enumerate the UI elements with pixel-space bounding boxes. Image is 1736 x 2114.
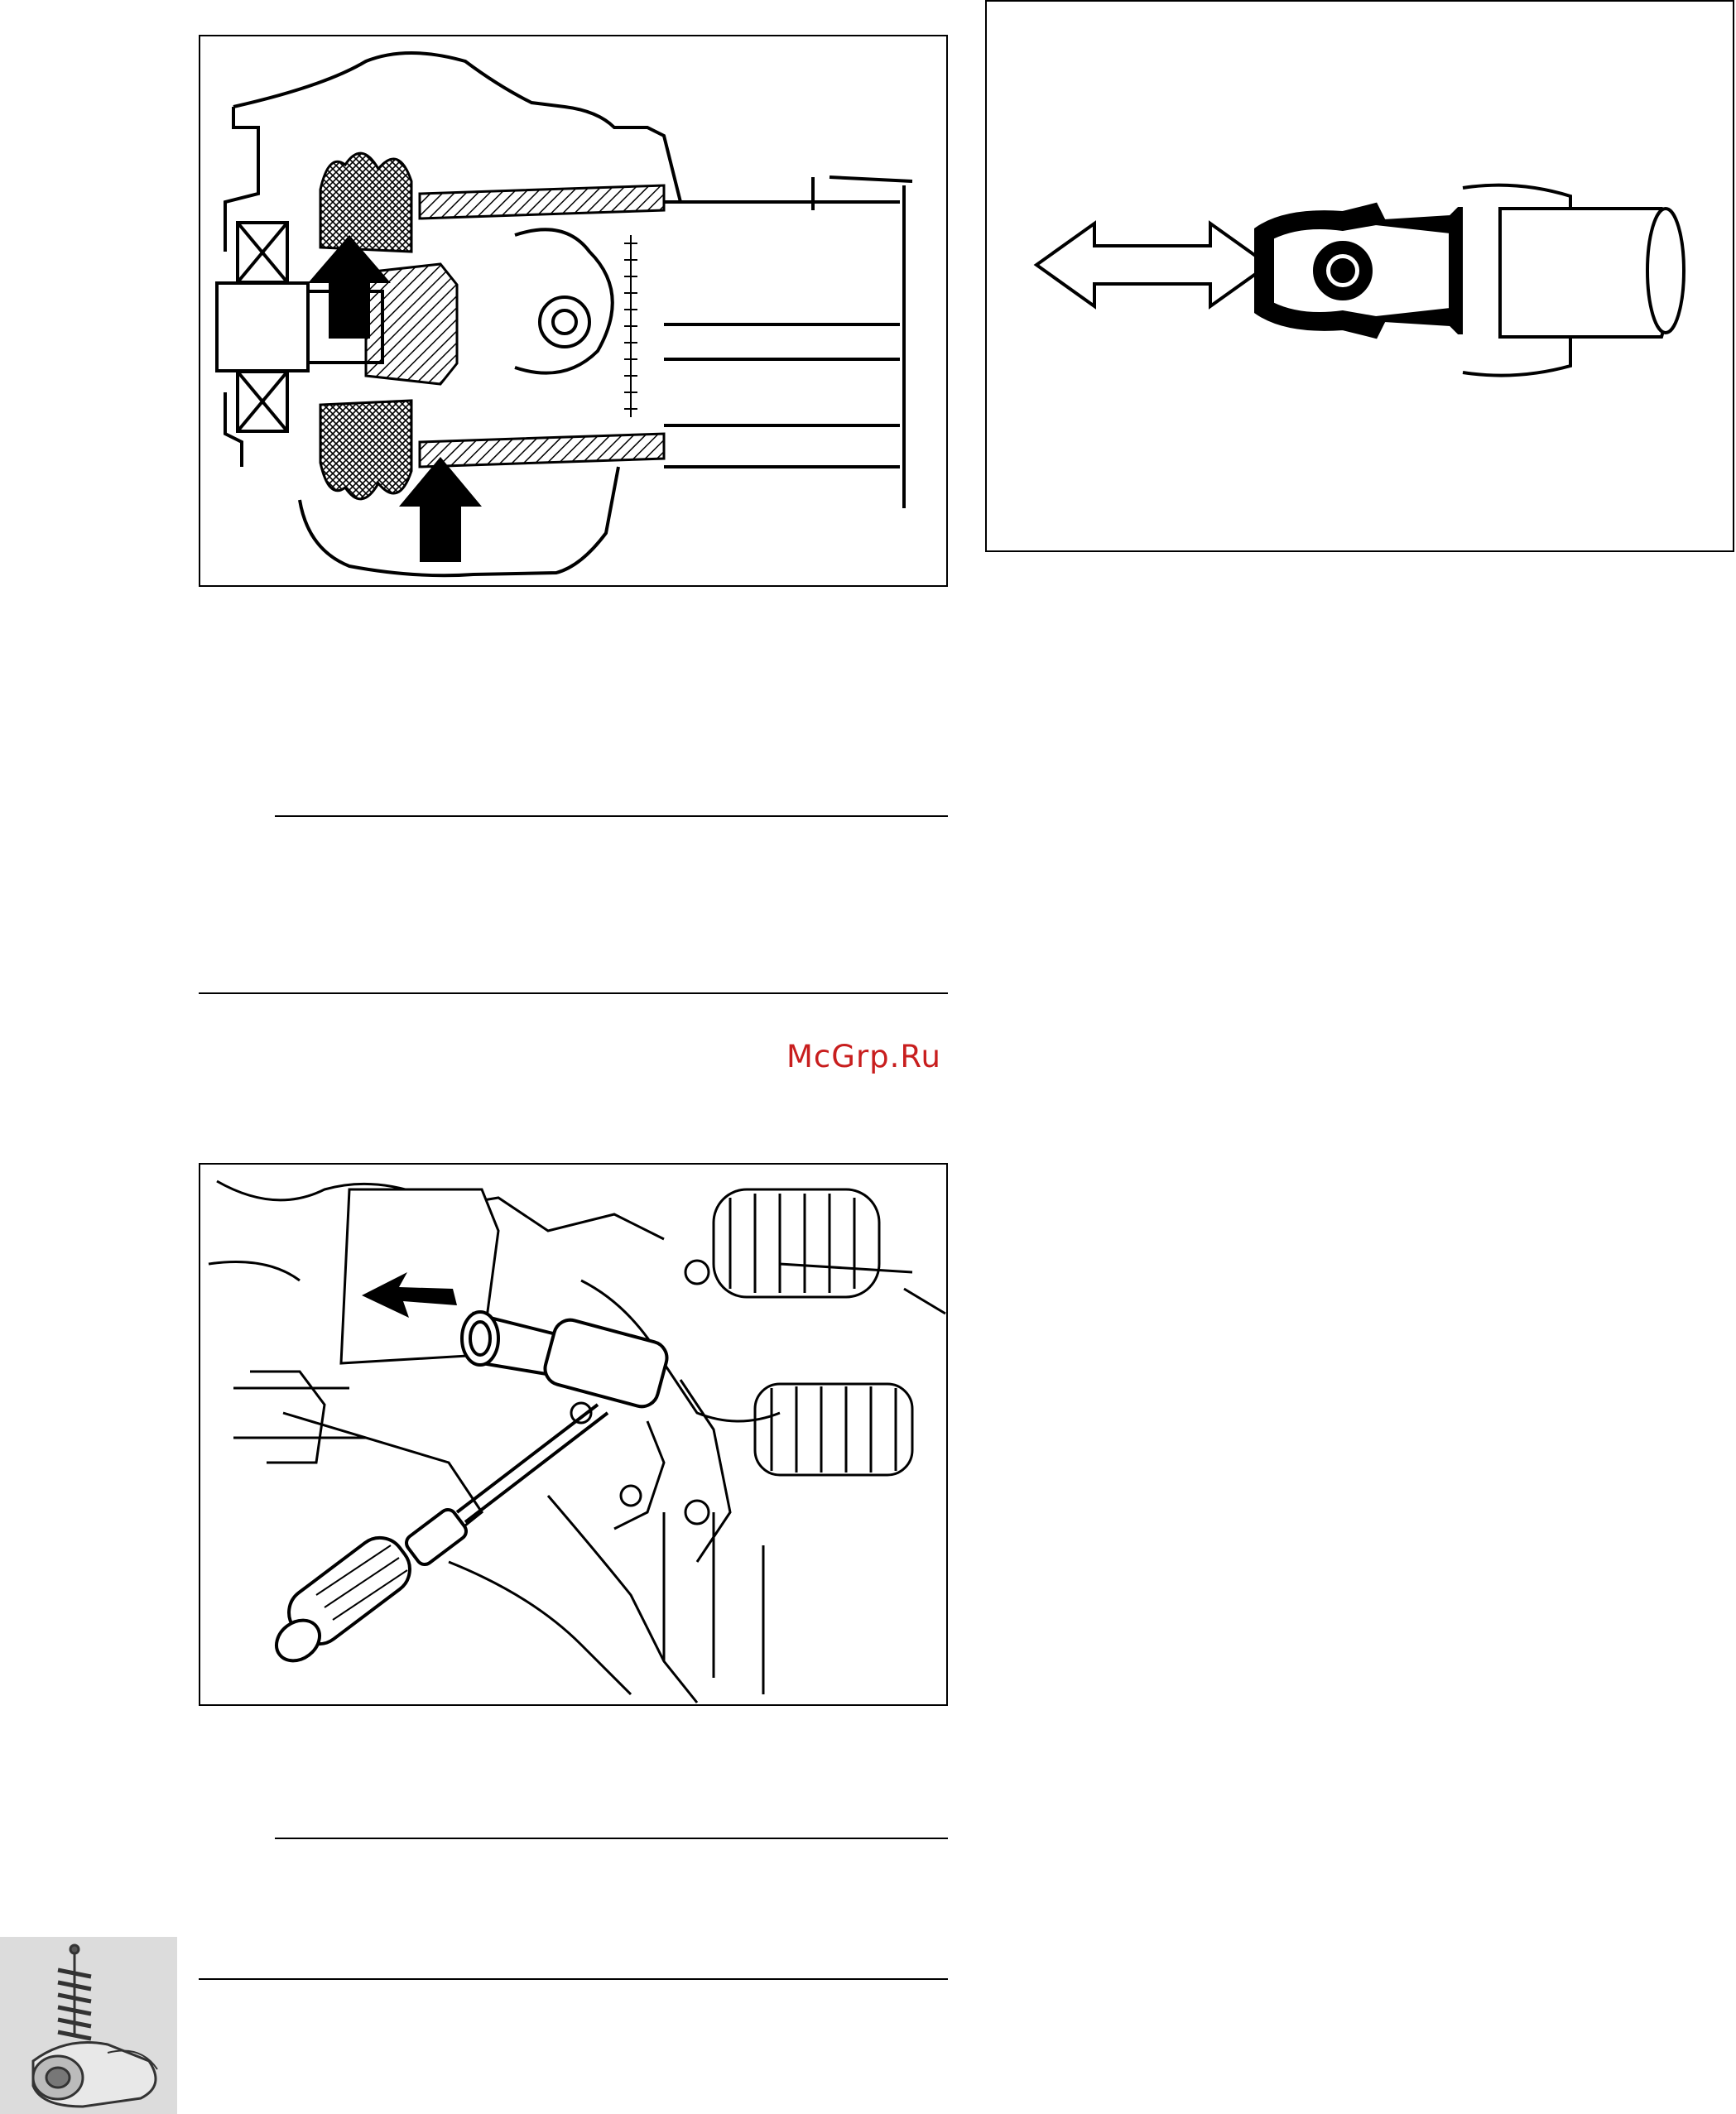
divider-rule xyxy=(199,992,948,994)
tool-drawing xyxy=(200,1165,948,1706)
shaft-drawing xyxy=(987,2,1734,552)
divider-rule xyxy=(275,1838,948,1839)
divider-rule xyxy=(199,1978,948,1980)
spring-assembly-icon xyxy=(0,1937,177,2114)
figure-shaft-coupling xyxy=(985,0,1734,552)
cross-section-drawing xyxy=(200,36,948,587)
figure-joint-cross-section xyxy=(199,35,948,587)
watermark-text: McGrp.Ru xyxy=(786,1039,941,1074)
divider-rule xyxy=(275,815,948,817)
corner-thumbnail xyxy=(0,1937,177,2114)
figure-tool-usage xyxy=(199,1163,948,1706)
